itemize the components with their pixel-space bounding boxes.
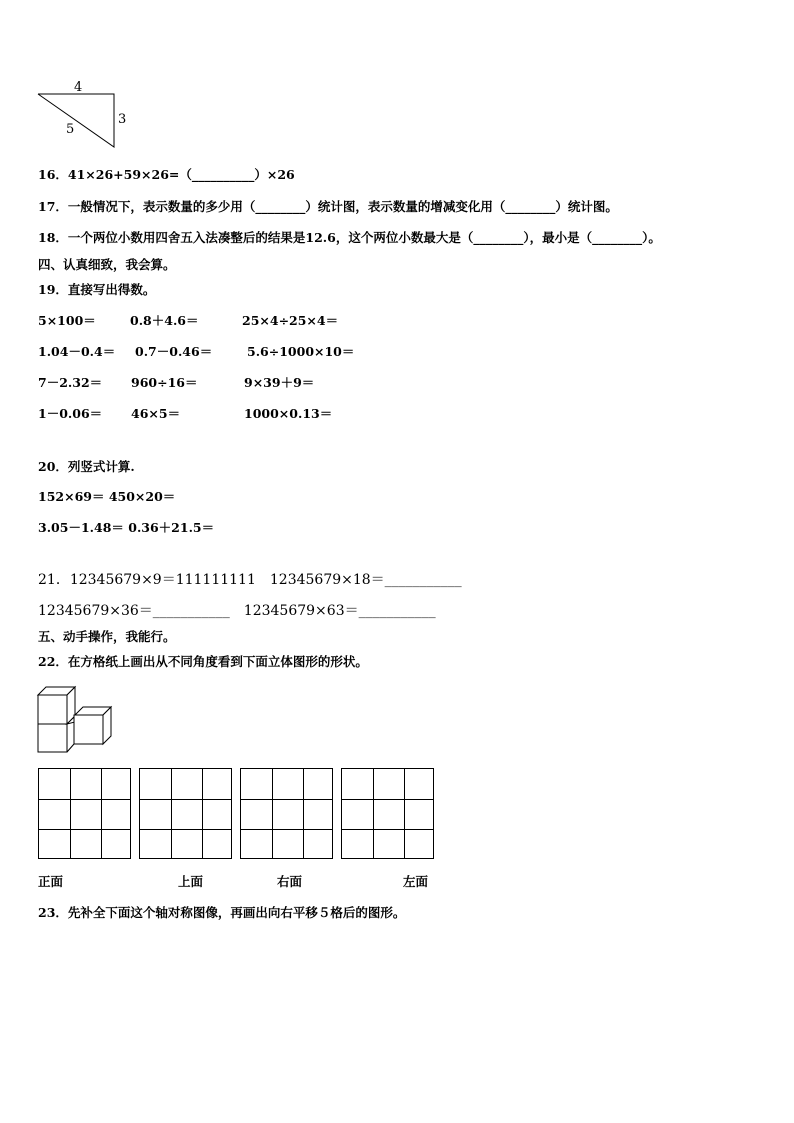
label-top-view: 上面 bbox=[178, 874, 204, 889]
calc-item: 9×39＋9＝ bbox=[244, 375, 315, 390]
question-21-line-1: 21．12345679×9＝111111111 12345679×18＝___________ bbox=[38, 572, 462, 588]
grid-top-view[interactable] bbox=[139, 768, 232, 859]
grid-right-view[interactable] bbox=[240, 768, 333, 859]
calc-item: 0.7－0.46＝ bbox=[135, 344, 213, 359]
question-21-line-2: 12345679×36＝___________ 12345679×63＝___________ bbox=[38, 603, 436, 619]
grid-left-view[interactable] bbox=[341, 768, 434, 859]
label-left-view: 左面 bbox=[403, 874, 429, 889]
question-22: 22．在方格纸上画出从不同角度看到下面立体图形的形状。 bbox=[38, 654, 368, 669]
question-17: 17．一般情况下，表示数量的多少用（________）统计图，表示数量的增减变化用（________）统计图。 bbox=[38, 199, 618, 214]
section-4-heading: 四、认真细致，我会算。 bbox=[38, 257, 176, 272]
calc-item: 7－2.32＝ bbox=[38, 375, 103, 390]
right-triangle-figure bbox=[36, 92, 126, 152]
calc-item: 960÷16＝ bbox=[131, 375, 198, 390]
question-23: 23．先补全下面这个轴对称图像，再画出向右平移５格后的图形。 bbox=[38, 905, 406, 920]
calc-item: 1.04－0.4＝ bbox=[38, 344, 116, 359]
calc-item: 5×100＝ bbox=[38, 313, 96, 328]
triangle-hypotenuse-label: 5 bbox=[66, 122, 75, 137]
calc-item: 0.8＋4.6＝ bbox=[130, 313, 199, 328]
label-right-view: 右面 bbox=[277, 874, 303, 889]
question-20: 20．列竖式计算. bbox=[38, 459, 135, 474]
label-front-view: 正面 bbox=[38, 874, 64, 889]
section-5-heading: 五、动手操作，我能行。 bbox=[38, 629, 176, 644]
cube-stack-figure bbox=[37, 686, 117, 754]
triangle-side-right-label: 3 bbox=[118, 112, 127, 127]
calc-item: 5.6÷1000×10＝ bbox=[247, 344, 355, 359]
q20-row-2: 3.05－1.48＝ 0.36＋21.5＝ bbox=[38, 520, 215, 535]
calc-item: 1－0.06＝ bbox=[38, 406, 103, 421]
calc-item: 46×5＝ bbox=[131, 406, 181, 421]
question-18: 18．一个两位小数用四舍五入法凑整后的结果是12.6，这个两位小数最大是（________），最小是（________）。 bbox=[38, 230, 661, 245]
calc-item: 1000×0.13＝ bbox=[244, 406, 333, 421]
triangle-side-top-label: 4 bbox=[74, 80, 83, 95]
question-19: 19．直接写出得数。 bbox=[38, 282, 156, 297]
calc-item: 25×4÷25×4＝ bbox=[242, 313, 339, 328]
grid-front-view[interactable] bbox=[38, 768, 131, 859]
q20-row-1: 152×69＝ 450×20＝ bbox=[38, 489, 176, 504]
question-16: 16．41×26+59×26=（__________）×26 bbox=[38, 167, 295, 182]
